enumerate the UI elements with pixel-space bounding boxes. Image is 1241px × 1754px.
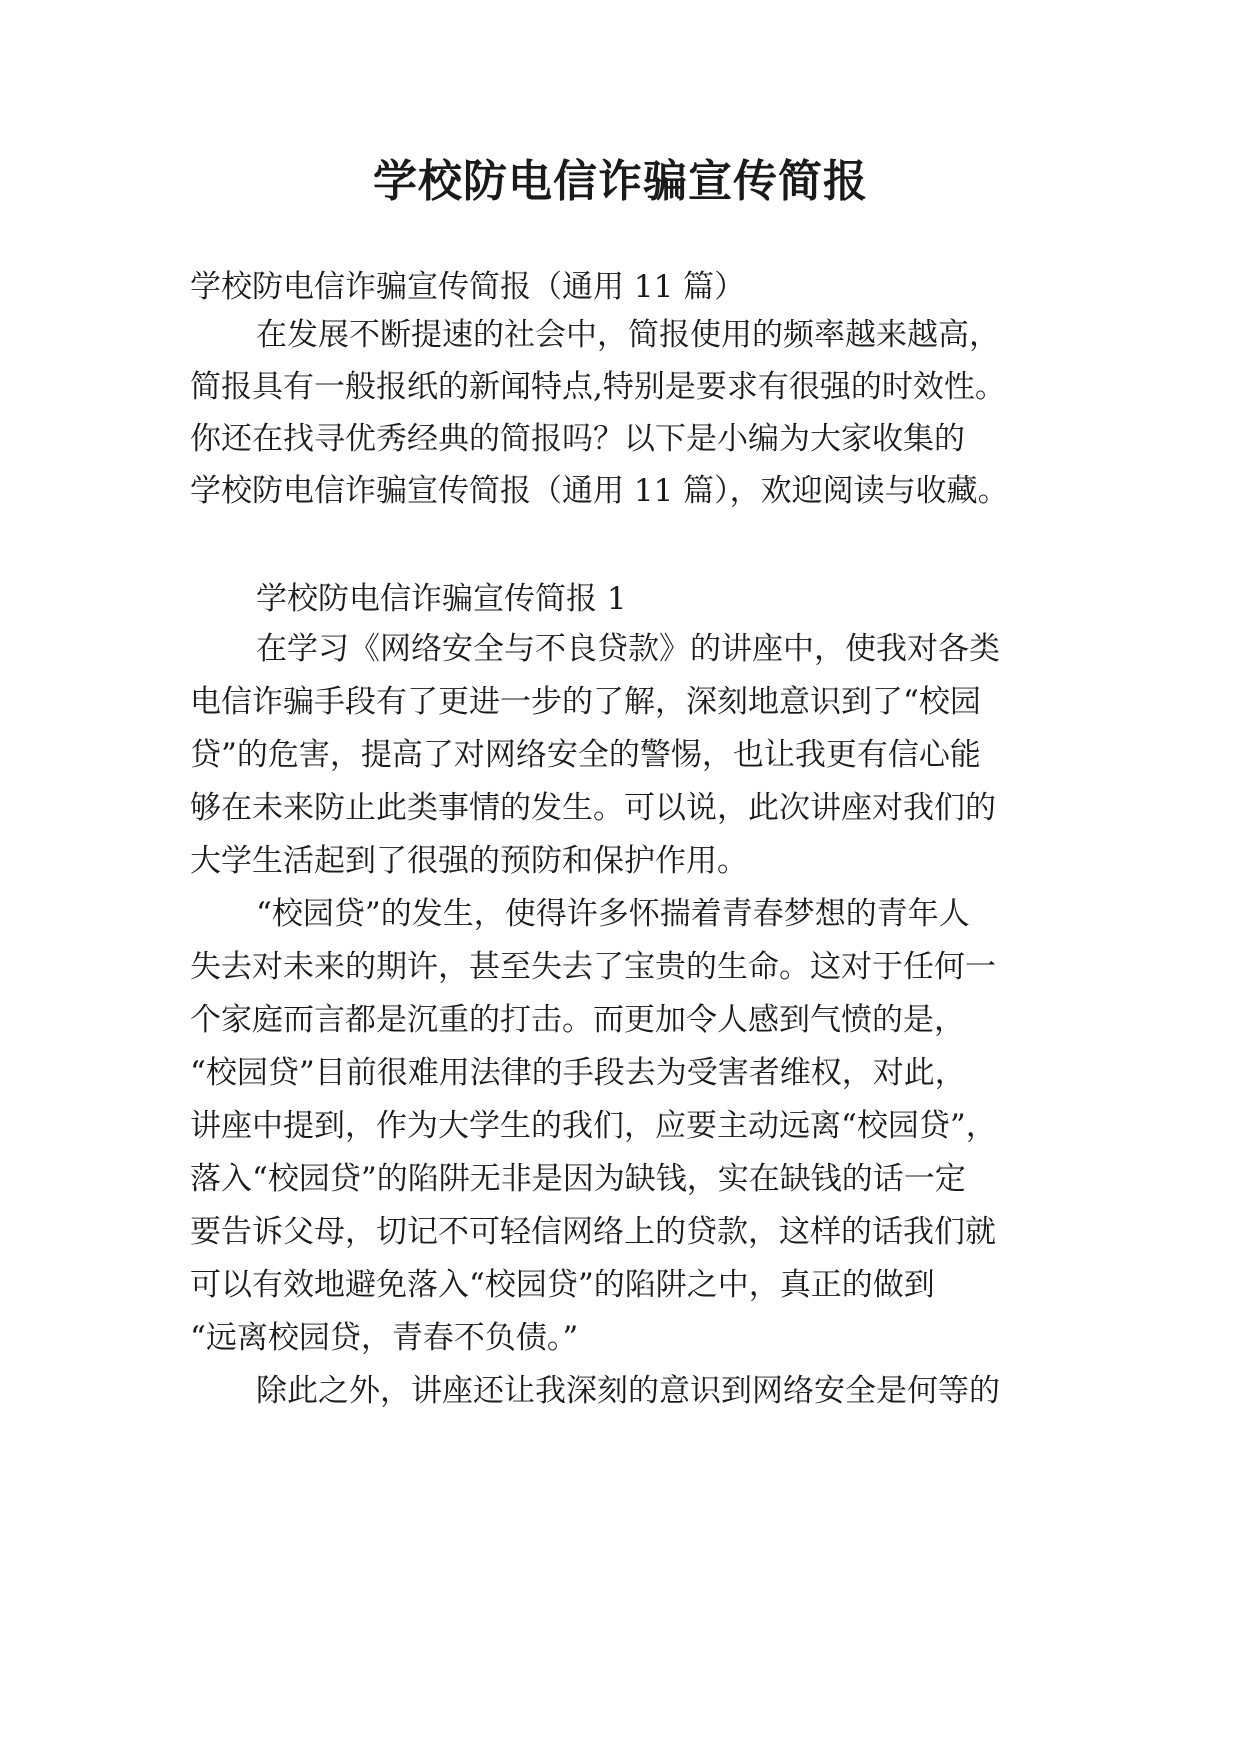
body-line: 在学习《网络安全与不良贷款》的讲座中，使我对各类 (256, 631, 1000, 667)
section-heading: 学校防电信诈骗宣传简报 1 (256, 581, 627, 617)
body-line: “校园贷”的发生，使得许多怀揣着青春梦想的青年人 (256, 896, 970, 932)
page-title: 学校防电信诈骗宣传简报 (373, 156, 868, 207)
subtitle-line: 学校防电信诈骗宣传简报（通用 11 篇） (190, 269, 746, 305)
body-line: 大学生活起到了很强的预防和保护作用。 (190, 843, 748, 879)
body-line: 落入“校园贷”的陷阱无非是因为缺钱，实在缺钱的话一定 (190, 1161, 966, 1197)
body-line: 除此之外，讲座还让我深刻的意识到网络安全是何等的 (256, 1373, 1000, 1409)
body-line: 电信诈骗手段有了更进一步的了解，深刻地意识到了“校园 (190, 684, 981, 720)
body-line: 贷”的危害，提高了对网络安全的警惕，也让我更有信心能 (190, 737, 981, 773)
body-line: 学校防电信诈骗宣传简报（通用 11 篇），欢迎阅读与收藏。 (190, 473, 1009, 509)
body-line: 个家庭而言都是沉重的打击。而更加令人感到气愤的是， (190, 1002, 965, 1038)
body-line: 可以有效地避免落入“校园贷”的陷阱之中，真正的做到 (190, 1267, 935, 1303)
body-line: “校园贷”目前很难用法律的手段去为受害者维权，对此， (190, 1055, 966, 1091)
body-line: 讲座中提到，作为大学生的我们，应要主动远离“校园贷”， (190, 1108, 997, 1144)
body-line: 失去对未来的期许，甚至失去了宝贵的生命。这对于任何一 (190, 949, 996, 985)
body-line: “远离校园贷，青春不负债。” (190, 1320, 579, 1356)
body-line: 在发展不断提速的社会中，简报使用的频率越来越高， (256, 317, 1000, 353)
body-line: 简报具有一般报纸的新闻特点,特别是要求有很强的时效性。 (190, 369, 1006, 405)
body-line: 够在未来防止此类事情的发生。可以说，此次讲座对我们的 (190, 790, 996, 826)
body-line: 你还在找寻优秀经典的简报吗？以下是小编为大家收集的 (190, 421, 965, 457)
body-line: 要告诉父母，切记不可轻信网络上的贷款，这样的话我们就 (190, 1214, 996, 1250)
